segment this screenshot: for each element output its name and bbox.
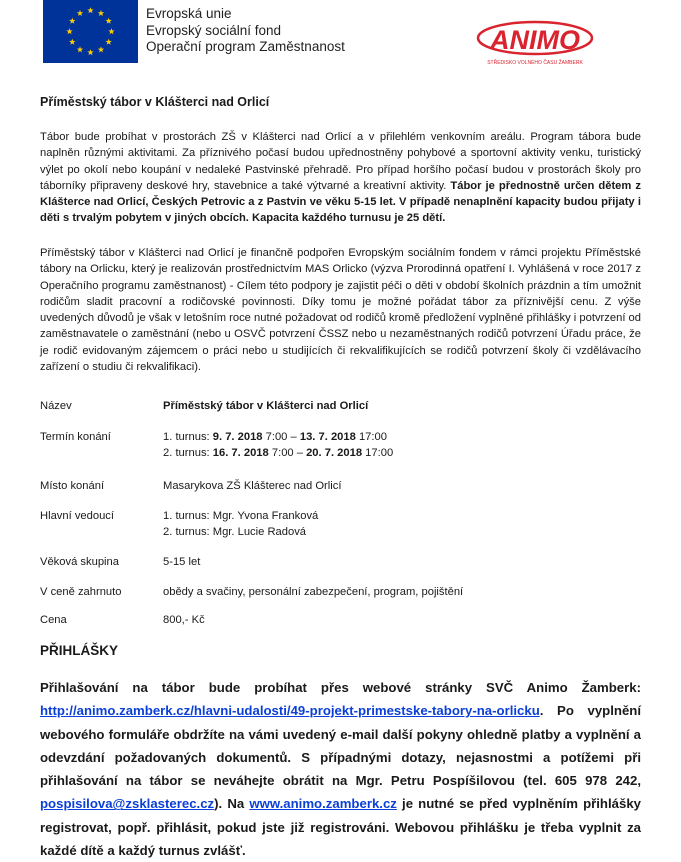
intro-paragraph — [40, 129, 641, 227]
eu-text-block — [146, 6, 345, 56]
leader-2: 2. turnus: Mgr. Lucie Radová — [163, 525, 307, 538]
registration-text-1: Přihlašování na tábor bude probíhat přes webové stránky SVČ Animo Žamberk: — [40, 680, 641, 695]
price-label: Cena — [40, 614, 67, 626]
term1-end-time: 17:00 — [355, 431, 387, 443]
intro-bold-text: Tábor je přednostně určen dětem z Klášterce nad Orlicí, Českých Petrovic a z Pastvin ve věku 5-15 let. V případě nenaplnění kapacity budou přijaty i děti s trvalým pobytem v jiných obcích. Kapacita každého turnusu je 25 dětí. — [40, 179, 641, 225]
animo-event-link[interactable]: http://animo.zamberk.cz/hlavni-udalosti/49-projekt-primestske-tabory-na-orlicku — [40, 703, 540, 719]
age-value: 5-15 let — [163, 556, 201, 568]
intro-text: Tábor bude probíhat v prostorách ZŠ v Klášterci nad Orlicí a v přilehlém venkovním areálu. Program tábora bude naplněn různými aktivitami. Za příznivého počasí budou upřednostněny pohybové a sportovní aktivity venku, turistický výlet po okolí nebo koupání v nedaleké Pastvinské přehradě. Pro případ horšího počasí budou v prostorách školy pro táborníky připraveny deskové hry, stavebnice a také výtvarné a kreativní aktivity. — [40, 131, 641, 192]
eu-line-2: Evropský sociální fond — [146, 22, 282, 38]
email-link[interactable]: pospisilova@zsklasterec.cz — [40, 796, 215, 812]
term2-start-time: 7:00 – — [268, 446, 307, 459]
funding-paragraph: Příměstský tábor v Klášterci nad Orlicí je finančně podpořen Evropským sociálním fondem v rámci projektu Příměstské tábory na Orlicku, který je realizován prostřednictvím MAS Orlicko (výzva Prorodinná opatření I. Vyhlášená v roce 2017 z Operačního programu zaměstnanost) - Cílem této podpory je zajistit péči o děti v období školních prázdnin a tím umožnit rodičům sladit pracovní a rodičovské povinnosti. Díky tomu je možné pořádat tábor za příznivější cenu. Z výše uvedených důvodů je však v letošním roce nutné požadovat od rodičů kromě předložení vyplněné přihlášky i potvrzení od zaměstnavatele o zaměstnání (nebo u OSVČ potvrzení ČSSZ nebo u nezaměstnaných rodičů potvrzení Úřadu práce, že je rodič evidovaným zájemcem o práci nebo u studijících či rekvalifikujících se rodičů potvrzení školy či vzdělávacího zařízení o studiu či rekvalifikaci). — [40, 247, 641, 374]
eu-line-3: Operační program Zaměstnanost — [146, 39, 345, 54]
term1-start-time: 7:00 – — [262, 431, 300, 443]
term-label: Termín konání — [40, 431, 111, 443]
registration-heading: PŘIHLÁŠKY — [40, 643, 119, 658]
animo-website-link[interactable]: www.animo.zamberk.cz — [249, 796, 397, 812]
animo-logo — [474, 16, 596, 74]
term-1 — [163, 430, 393, 446]
term1-end: 13. 7. 2018 — [299, 431, 356, 443]
page-title: Příměstský tábor v Klášterci nad Orlicí — [40, 95, 270, 109]
place-label: Místo konání — [40, 480, 105, 492]
registration-paragraph — [40, 676, 641, 862]
term2-end-time: 17:00 — [362, 446, 394, 459]
animo-logo-text: ANIMO — [490, 25, 580, 55]
eu-line-1: Evropská unie — [146, 6, 232, 21]
registration-text-4: je nutné se před vyplněním přihlášky registrovat, popř. přihlásit, pokud jste již registrováni. Webovou přihlášku je třeba vyplnit za každé dítě a každý turnus zvlášť. — [40, 796, 641, 859]
name-value: Příměstský tábor v Klášterci nad Orlicí — [163, 400, 369, 412]
term-2 — [163, 446, 393, 462]
leader-label: Hlavní vedoucí — [40, 510, 115, 522]
term1-start: 9. 7. 2018 — [212, 431, 263, 443]
leader-1: 1. turnus: Mgr. Yvona Franková — [163, 510, 319, 522]
age-label: Věková skupina — [40, 556, 119, 568]
name-label: Název — [40, 400, 72, 412]
eu-flag-logo — [43, 0, 138, 63]
registration-text-3: ). Na — [214, 796, 250, 812]
animo-logo-subtitle: STŘEDISKO VOLNÉHO ČASU ŽAMBERK — [487, 60, 583, 66]
included-value: obědy a svačiny, personální zabezpečení, program, pojištění — [163, 586, 464, 598]
included-label: V ceně zahrnuto — [40, 586, 122, 598]
leader-value — [163, 509, 318, 540]
term2-end: 20. 7. 2018 — [306, 446, 363, 459]
term1-prefix: 1. turnus: — [163, 431, 213, 443]
registration-text-2: . Po vyplnění webového formuláře obdržíte na vámi uvedený e-mail další pokyny ohledně platby a vyplnění a odevzdání požadovaných dokumentů. S případnými dotazy, nejasnostmi a potížemi při přihlašování na tábor se neváhejte obrátit na Mgr. Petru Pospíšilovou (tel. 605 978 242, — [40, 703, 641, 789]
term-value — [163, 430, 393, 461]
term2-prefix: 2. turnus: — [163, 446, 213, 459]
term2-start: 16. 7. 2018 — [212, 446, 269, 459]
place-value: Masarykova ZŠ Klášterec nad Orlicí — [163, 480, 342, 492]
price-value: 800,- Kč — [163, 614, 205, 626]
